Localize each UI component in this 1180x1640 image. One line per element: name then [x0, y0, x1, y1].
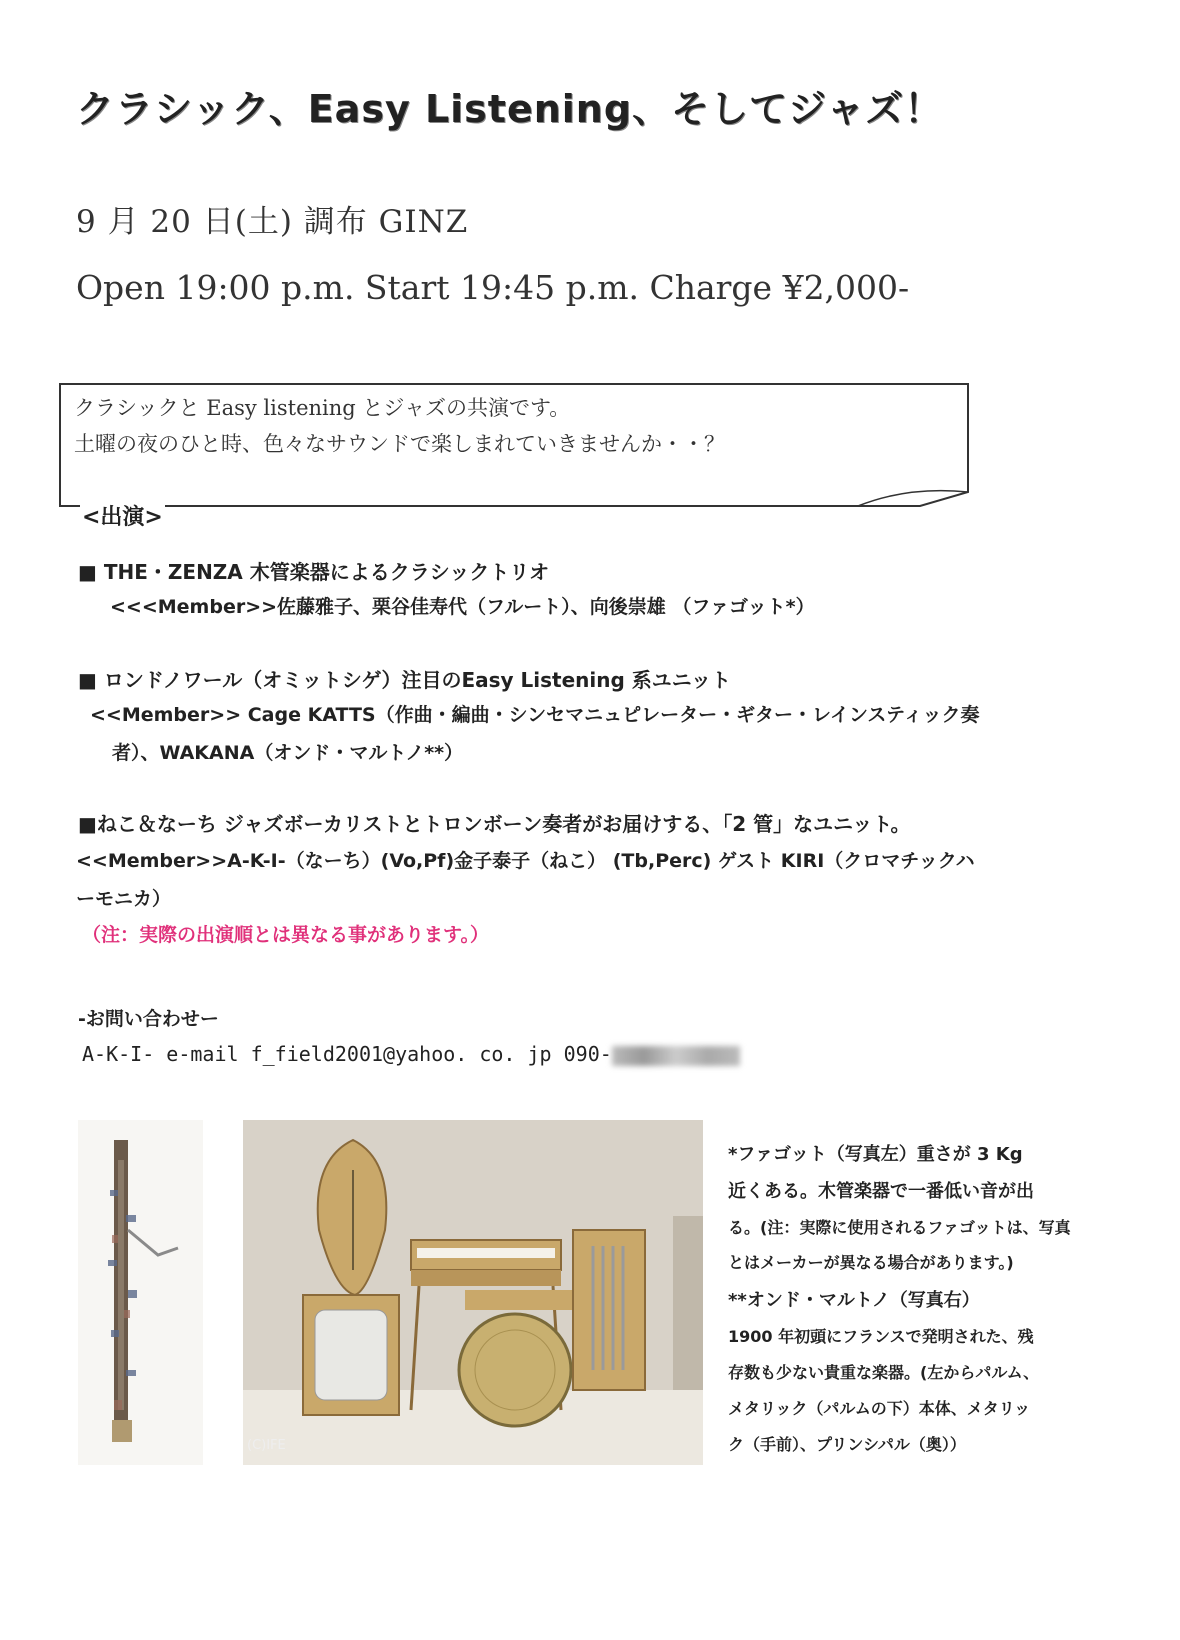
caption-line-3: る。(注：実際に使用されるファゴットは、写真: [728, 1218, 1071, 1237]
bassoon-photo: [78, 1120, 203, 1465]
caption-line-1: *ファゴット（写真左）重さが 3 Kg: [728, 1144, 1023, 1165]
act-3-header: ■ねこ＆なーち ジャズボーカリストとトロンボーン奏者がお届けする、「2 管」なユニット。: [78, 812, 911, 836]
act-1-members: <<<Member>>佐藤雅子、栗谷佳寿代（フルート）、向後崇雄 （ファゴット*）: [110, 596, 815, 618]
date-venue: 9 月 20 日(土) 調布 GINZ: [76, 204, 469, 240]
caption-line-8: メタリック（パルムの下）本体、メタリッ: [728, 1399, 1031, 1418]
redacted-phone: [612, 1046, 740, 1066]
ondes-martenot-photo: [243, 1120, 703, 1465]
intro-line-2: 土曜の夜のひと時、色々なサウンドで楽しまれていきませんか・・？: [74, 432, 725, 456]
intro-box: [58, 382, 1008, 510]
caption-line-6: 1900 年初頭にフランスで発明された、残: [728, 1327, 1034, 1346]
flyer-title: クラシック、Easy Listening、そしてジャズ！: [76, 87, 944, 131]
act-2-header: ■ ロンドノワール（オミットシゲ）注目のEasy Listening 系ユニット: [78, 668, 731, 692]
caption-line-7: 存数も少ない貴重な楽器。(左からパルム、: [728, 1363, 1040, 1382]
order-note: （注：実際の出演順とは異なる事があります。）: [82, 924, 489, 946]
act-3-members-line-1: <<Member>>A-K-I-（なーち）(Vo,Pf)金子泰子（ねこ） (Tb,Perc) ゲスト KIRI（クロマチックハ: [76, 850, 975, 872]
contact-label: -お問い合わせー: [78, 1008, 219, 1030]
event-times: Open 19:00 p.m. Start 19:45 p.m. Charge ¥2,000-: [76, 268, 910, 307]
act-2-members-line-2: 者）、WAKANA（オンド・マルトノ**）: [112, 742, 464, 764]
caption-line-5: **オンド・マルトノ（写真右）: [728, 1290, 980, 1311]
act-3-members-line-2: ーモニカ）: [76, 888, 172, 910]
performers-heading: <出演>: [80, 500, 165, 531]
caption-line-4: とはメーカーが異なる場合があります。): [728, 1253, 1014, 1272]
act-1-header: ■ THE・ZENZA 木管楽器によるクラシックトリオ: [78, 560, 550, 584]
intro-line-1: クラシックと Easy listening とジャズの共演です。: [74, 396, 571, 420]
contact-line: [82, 1042, 740, 1066]
caption-line-2: 近くある。木管楽器で一番低い音が出: [728, 1181, 1034, 1202]
act-2-members-line-1: <<Member>> Cage KATTS（作曲・編曲・シンセマニュピレーター・ギター・レインスティック奏: [90, 704, 980, 726]
caption-line-9: ク（手前）、プリンシパル（奥））: [728, 1435, 966, 1454]
contact-details: A-K-I- e-mail f_field2001@yahoo. co. jp 090-: [82, 1042, 612, 1066]
photo-credit: (C)IFE: [247, 1438, 286, 1453]
